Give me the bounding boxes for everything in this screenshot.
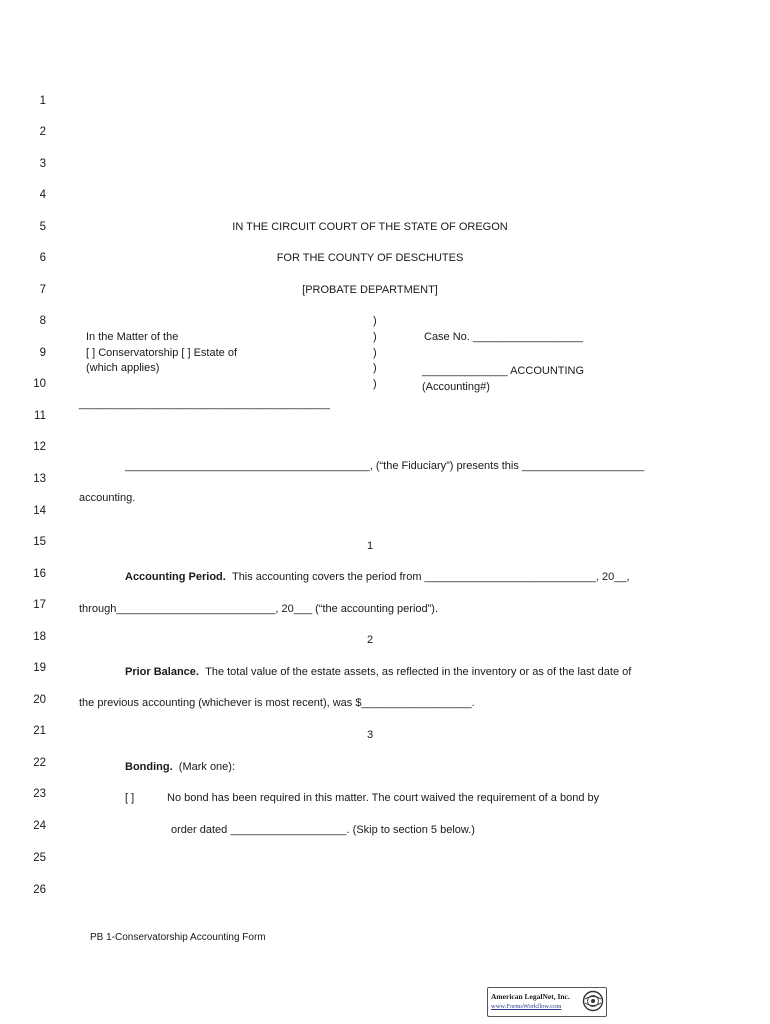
matter-type-checkboxes[interactable]: [ ] Conservatorship [ ] Estate of <box>86 347 238 359</box>
form-name: PB 1-Conservatorship Accounting Form <box>90 932 266 943</box>
line-number: 22 <box>33 757 46 769</box>
logo-url[interactable]: www.FormsWorkflow.com <box>491 1003 562 1010</box>
line-number: 20 <box>33 694 46 706</box>
line-number: 17 <box>33 599 46 611</box>
section-title: Accounting Period. <box>125 571 226 583</box>
party-name-field[interactable]: _________________________________________ <box>79 398 330 410</box>
line-number: 18 <box>33 631 46 643</box>
line-number: 15 <box>33 536 46 548</box>
caption-paren: ) <box>373 378 377 390</box>
fiduciary-statement-cont: accounting. <box>79 492 136 504</box>
bond-order-date-field[interactable]: order dated ___________________. (Skip to section 5 below.) <box>171 824 475 836</box>
court-title: IN THE CIRCUIT COURT OF THE STATE OF OREGON <box>232 221 508 233</box>
accounting-number-field[interactable]: ______________ ACCOUNTING <box>422 365 585 377</box>
bond-option-text: No bond has been required in this matter. The court waived the requirement of a bond by <box>167 792 600 804</box>
section-number: 3 <box>366 729 374 741</box>
prior-balance-paragraph <box>125 666 631 678</box>
line-number: 2 <box>39 126 46 138</box>
section-text: The total value of the estate assets, as reflected in the inventory or as of the last date of <box>205 666 632 678</box>
line-number: 10 <box>33 378 46 390</box>
accounting-period-paragraph[interactable] <box>125 571 630 583</box>
line-number: 19 <box>33 662 46 674</box>
line-number: 3 <box>39 158 46 170</box>
matter-hint: (which applies) <box>86 362 160 374</box>
line-number: 11 <box>34 410 46 422</box>
line-number: 9 <box>39 347 46 359</box>
line-number: 1 <box>39 95 46 107</box>
publisher-logo[interactable] <box>487 987 607 1017</box>
globe-icon <box>582 990 604 1012</box>
section-text: (Mark one): <box>178 761 236 773</box>
line-number: 26 <box>33 884 46 896</box>
caption-paren: ) <box>373 362 377 374</box>
section-title: Prior Balance. <box>125 666 199 678</box>
line-number: 25 <box>33 852 46 864</box>
section-text: This accounting covers the period from ____________________________, 20__, <box>231 571 630 583</box>
logo-name: American LegalNet, Inc. <box>491 992 570 1001</box>
caption-paren: ) <box>373 347 377 359</box>
caption-paren: ) <box>373 315 377 327</box>
line-number: 6 <box>39 252 46 264</box>
line-number: 7 <box>39 284 46 296</box>
matter-label: In the Matter of the <box>86 331 179 343</box>
section-number: 2 <box>366 634 374 646</box>
line-number: 4 <box>39 189 46 201</box>
line-number: 23 <box>33 788 46 800</box>
line-number: 14 <box>33 505 46 517</box>
bond-checkbox[interactable]: [ ] <box>125 792 135 804</box>
section-number: 1 <box>366 540 374 552</box>
fiduciary-statement[interactable]: ________________________________________, (“the Fiduciary”) presents this ____________________ <box>125 460 645 472</box>
caption-paren: ) <box>373 331 377 343</box>
line-number: 13 <box>33 473 46 485</box>
accounting-period-cont[interactable]: through__________________________, 20___ (“the accounting period”). <box>79 603 439 615</box>
bonding-paragraph <box>125 761 235 773</box>
prior-balance-cont[interactable]: the previous accounting (whichever is most recent), was $__________________. <box>79 697 475 709</box>
department-title: [PROBATE DEPARTMENT] <box>302 284 438 296</box>
accounting-number-hint: (Accounting#) <box>422 381 490 393</box>
line-number: 21 <box>33 725 46 737</box>
line-number: 24 <box>33 820 46 832</box>
county-title: FOR THE COUNTY OF DESCHUTES <box>276 252 464 264</box>
section-title: Bonding. <box>125 761 173 773</box>
line-number: 8 <box>39 315 46 327</box>
line-number: 12 <box>33 441 46 453</box>
case-number-field[interactable]: Case No. __________________ <box>424 331 584 343</box>
line-number: 5 <box>39 221 46 233</box>
line-number: 16 <box>33 568 46 580</box>
